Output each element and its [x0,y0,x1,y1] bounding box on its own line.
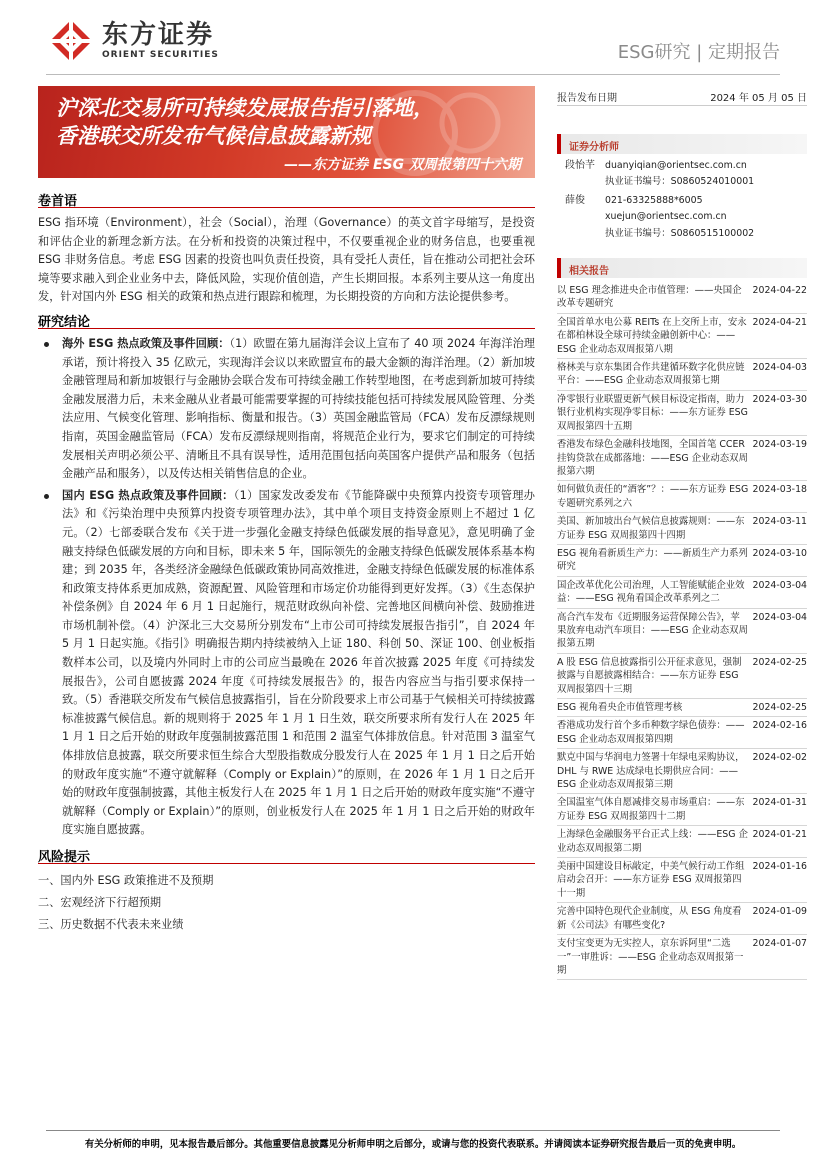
related-report-item[interactable] [557,903,807,935]
related-report-date: 2024-04-22 [752,285,807,297]
related-report-date: 2024-03-10 [752,547,807,559]
foreword-text: ESG 指环境（Environment），社会（Social），治理（Governance）的英文首字母缩写，是投资和评估企业的新理念新方法。在分析和投资的决策过程中，不仅要重视企业的财务信息，也要重视 ESG 非财务信息。考虑 ESG 因素的投资也叫负责任投资，具有受托人责任，旨在推动公司把社会环境等要求融入到企业业务中去，降低风险，实现价值创造，产生长期回报。本系列主要从这一角度出发，针对国内外 ESG 相关的政策和热点进行跟踪和梳理，为长期投资的方向和方法论提供参考。 [38,216,535,304]
related-report-title[interactable]: 国企改革优化公司治理，人工智能赋能企业效益：——ESG 视角看国企改革系列之二 [557,579,745,605]
bullet-text: （1）欧盟在第九届海洋会议上宣布了 40 项 2024 年海洋治理承诺，预计将投入 35 亿欧元，实现海洋会议以来欧盟宣布的最大金额的海洋治理。（2）新加坡金融管理局和新加坡银行与金融协会联合发布可持续金融工作转型地图，在考虑到新加坡可持续金融发展潜力后，未来金融从业者最可能需要掌握的可持续技能包括可持续发展风险管理、分类法应用、气候变化管理、影响指标、衡量和报告。（3）英国金融监管局（FCA）发布反漂绿规则指南，英国金融监管局（FCA）发布反漂绿规则指南，将规范企业行为，要求它们制定的可持续发展相关声明必须公平、清晰且不具有误导性，适用范围包括向英国客户提供产品和服务（包括金融产品和服务），以及传达相关销售信息的企业。 [62,336,535,481]
logo-en-text: ORIENT SECURITIES [102,50,219,60]
related-report-item[interactable] [557,481,807,513]
related-report-title[interactable]: ESG 视角看央企市值管理考核 [557,702,683,713]
analyst-license: 执业证书编号：S0860524010001 [605,176,755,188]
related-report-item[interactable] [557,717,807,749]
related-report-item[interactable] [557,858,807,903]
company-logo [46,18,219,64]
related-report-title[interactable]: 全国首单水电公募 REITs 在上交所上市，安永在都柏林设全球可持续金融创新中心：——ESG 企业动态双周报第八期 [557,316,747,355]
related-report-date: 2024-03-04 [752,611,807,623]
risk-item: 三、历史数据不代表未来业绩 [38,918,184,931]
related-report-date: 2024-04-03 [752,362,807,374]
heading-marker [557,134,561,154]
related-report-item[interactable] [557,654,807,699]
related-report-title[interactable]: 支付宝变更为无实控人，京东诉阿里“二选一”一审胜诉：——ESG 企业动态双周报第一期 [557,938,744,976]
related-report-date: 2024-03-04 [752,579,807,591]
related-report-item[interactable] [557,391,807,436]
analysts-heading [557,134,807,154]
report-title-line-1: 沪深北交易所可持续发展报告指引落地， [56,96,434,120]
related-report-item[interactable] [557,609,807,654]
report-date-label: 报告发布日期 [557,93,617,104]
related-report-date: 2024-03-11 [752,516,807,528]
related-report-item[interactable] [557,359,807,391]
related-reports-heading [557,258,807,278]
related-report-title[interactable]: 高合汽车发布《近期服务运营保障公告》，苹果放弃电动汽车项目：——ESG 企业动态双周报第五期 [557,611,748,650]
risks-heading: 风险提示 [38,846,535,864]
orient-logo-icon [46,18,96,64]
related-report-item[interactable] [557,699,807,717]
report-date-row [557,86,807,106]
analyst-name: 薛俊 [565,194,585,206]
related-report-title[interactable]: 以 ESG 理念推进央企市值管理：——央国企改革专题研究 [557,285,742,310]
conclusion-bullet-overseas [38,335,535,484]
analysts-heading-text: 证券分析师 [569,142,619,153]
bullet-lead: 国内 ESG 热点政策及事件回顾： [62,488,234,502]
report-subtitle: ——东方证券 ESG 双周报第四十六期 [284,157,521,173]
risk-item: 一、国内外 ESG 政策推进不及预期 [38,874,214,887]
related-report-title[interactable]: 美丽中国建设目标敲定，中美气候行动工作组启动会召开：——东方证券 ESG 双周报第四十一期 [557,861,745,899]
report-title-line-2: 香港联交所发布气候信息披露新规 [56,124,371,148]
logo-cn-text: 东方证券 [102,20,215,50]
document-type: ESG研究 | 定期报告 [617,42,780,63]
related-report-item[interactable] [557,282,807,314]
bullet-lead: 海外 ESG 热点政策及事件回顾： [62,336,230,350]
header-divider [46,74,780,75]
related-report-title[interactable]: ESG 视角看新质生产力：——新质生产力系列研究 [557,547,748,573]
analyst-email[interactable]: duanyiqian@orientsec.com.cn [605,160,747,171]
related-report-title[interactable]: 香港发布绿色金融科技地图，全国首笔 CCER 挂钩贷款在成都落地：——ESG 企业动态双周报第六期 [557,439,748,477]
related-report-title[interactable]: 完善中国特色现代企业制度，从 ESG 角度看新《公司法》有哪些变化? [557,906,742,931]
footer-divider [46,1130,780,1131]
related-heading-text: 相关报告 [569,266,609,278]
related-report-title[interactable]: 美国、新加坡出台气候信息披露规则：——东方证券 ESG 双周报第四十四期 [557,516,745,541]
related-report-title[interactable]: A 股 ESG 信息披露指引公开征求意见，强制披露与自愿披露相结合：——东方证券 ESG 双周报第四十三期 [557,656,742,695]
related-report-title[interactable]: 净零银行业联盟更新气候目标设定指南，助力银行业机构实现净零目标：——东方证券 ESG 双周报第四十五期 [557,393,748,432]
related-report-date: 2024-01-16 [752,861,807,873]
title-banner [38,86,535,178]
sidebar [557,86,807,980]
related-report-item[interactable] [557,794,807,826]
related-report-date: 2024-03-18 [752,484,807,496]
related-report-date: 2024-01-21 [752,829,807,841]
related-report-date: 2024-02-25 [752,702,807,713]
related-report-date: 2024-02-16 [752,720,807,732]
page-header [0,0,826,80]
related-reports-list [557,282,807,980]
conclusion-bullet-domestic [38,487,535,840]
related-report-item[interactable] [557,545,807,577]
related-report-title[interactable]: 默克中国与华润电力签署十年绿电采购协议，DHL 与 RWE 达成绿电长期供应合同：——ESG 企业动态双周报第三期 [557,752,745,791]
related-report-date: 2024-02-02 [752,752,807,764]
related-report-title[interactable]: 格林美与京东集团合作共建循环数字化供应链平台：——ESG 企业动态双周报第七期 [557,362,745,387]
related-report-item[interactable] [557,826,807,858]
related-report-item[interactable] [557,314,807,359]
related-report-date: 2024-01-31 [752,797,807,809]
analyst-license: 执业证书编号：S0860515100002 [605,227,755,239]
related-report-title[interactable]: 香港成功发行首个多币种数字绿色债券：——ESG 企业动态双周报第四期 [557,720,745,745]
related-report-item[interactable] [557,749,807,794]
conclusions-heading: 研究结论 [38,311,535,329]
related-report-item[interactable] [557,935,807,980]
related-report-item[interactable] [557,513,807,545]
related-report-title[interactable]: 全国温室气体自愿减排交易市场重启：——东方证券 ESG 双周报第四十二期 [557,797,745,822]
related-report-date: 2024-03-30 [752,393,807,405]
related-report-date: 2024-03-19 [752,439,807,451]
related-report-date: 2024-04-21 [752,316,807,328]
analyst-entry [557,193,807,242]
bullet-dot-icon [44,494,49,499]
bullet-dot-icon [44,342,49,347]
related-report-item[interactable] [557,436,807,481]
heading-marker [557,258,561,278]
analyst-entry [557,158,807,191]
analyst-email[interactable]: xuejun@orientsec.com.cn [605,211,727,223]
bullet-text: （1）国家发改委发布《节能降碳中央预算内投资专项管理办法》和《污染治理中央预算内投资专项管理办法》，其中单个项目支持资金原则上不超过 1 亿元。（2）七部委联合发布《关于进一步强化金融支持绿色低碳发展的指导意见》，意见明确了金融支持绿色低碳发展的方向和目标，即未来 5 年，国际领先的金融支持绿色低碳发展体系基本构建；到 2035 年，各类经济金融绿色低碳政策协同高效推进，金融支持绿色低碳发展的标准体系和政策支持体系更加成熟，资源配置、风险管理和市场定价功能得到更好发挥。（3）《生态保护补偿条例》自 2024 年 6 月 1 日起施行，规范财政纵向补偿、完善地区间横向补偿、鼓励推进市场机制补偿。（4）沪深北三大交易所分别发布“上市公司可持续发展报告指引”，自 2024 年 5 月 1 日起实施。《指引》明确报告期内持续被纳入上证 180、科创 50、深证 100、创业板指数样本公司，以及境内外同时上市的公司应当最晚在 2026 年首次披露 2025 年度《可持续发展报告》，公司自愿披露 2024 年度《可持续发展报告》的，报告内容应当与指引要求保持一致。（5）香港联交所发布气候信息披露指引，旨在分阶段要求上市公司基于气候相关可持续披露标准披露气候信息。新的规则将于 2025 年 1 月 1 日生效，联交所要求所有发行人在 2025 年 1 月 1 日之后开始的财政年度强制披露范围 1 和范围 2 温室气体排放信息。针对范围 3 温室气体排放信息披露，联交所要求恒生综合大型股指数成分股发行人在 2025 年 1 月 1 日之后开始的财政年度实施“不遵守就解释（Comply or Explain）”的原则，在 2026 年 1 月 1 日之后开始的财政年度强制披露，其他主板发行人在 2025 年 1 月 1 日之后开始的财政年度实施“不遵守就解释（Comply or Explain）”的原则，创业板发行人在 2025 年 1 月 1 日之后开始的财政年度实施自愿披露。 [62,488,535,837]
related-report-title[interactable]: 如何做负责任的“酒客”？：——东方证券 ESG 专题研究系列之六 [557,484,749,509]
analyst-list [557,158,807,242]
analyst-name: 段怡芊 [565,160,595,171]
risk-item: 二、宏观经济下行超预期 [38,896,162,909]
main-content [38,190,535,936]
report-date-value: 2024 年 05 月 05 日 [710,93,807,104]
related-report-title[interactable]: 上海绿色金融服务平台正式上线：——ESG 企业动态双周报第二期 [557,829,748,854]
related-report-date: 2024-01-09 [752,906,807,918]
related-report-date: 2024-02-25 [752,656,807,668]
footer-disclaimer: 有关分析师的申明，见本报告最后部分。其他重要信息披露见分析师申明之后部分，或请与您的投资代表联系。并请阅读本证券研究报告最后一页的免责申明。 [84,1139,742,1150]
foreword-heading: 卷首语 [38,190,535,208]
related-report-item[interactable] [557,577,807,609]
related-report-date: 2024-01-07 [752,938,807,950]
analyst-phone: 021-63325888*6005 [605,194,703,206]
